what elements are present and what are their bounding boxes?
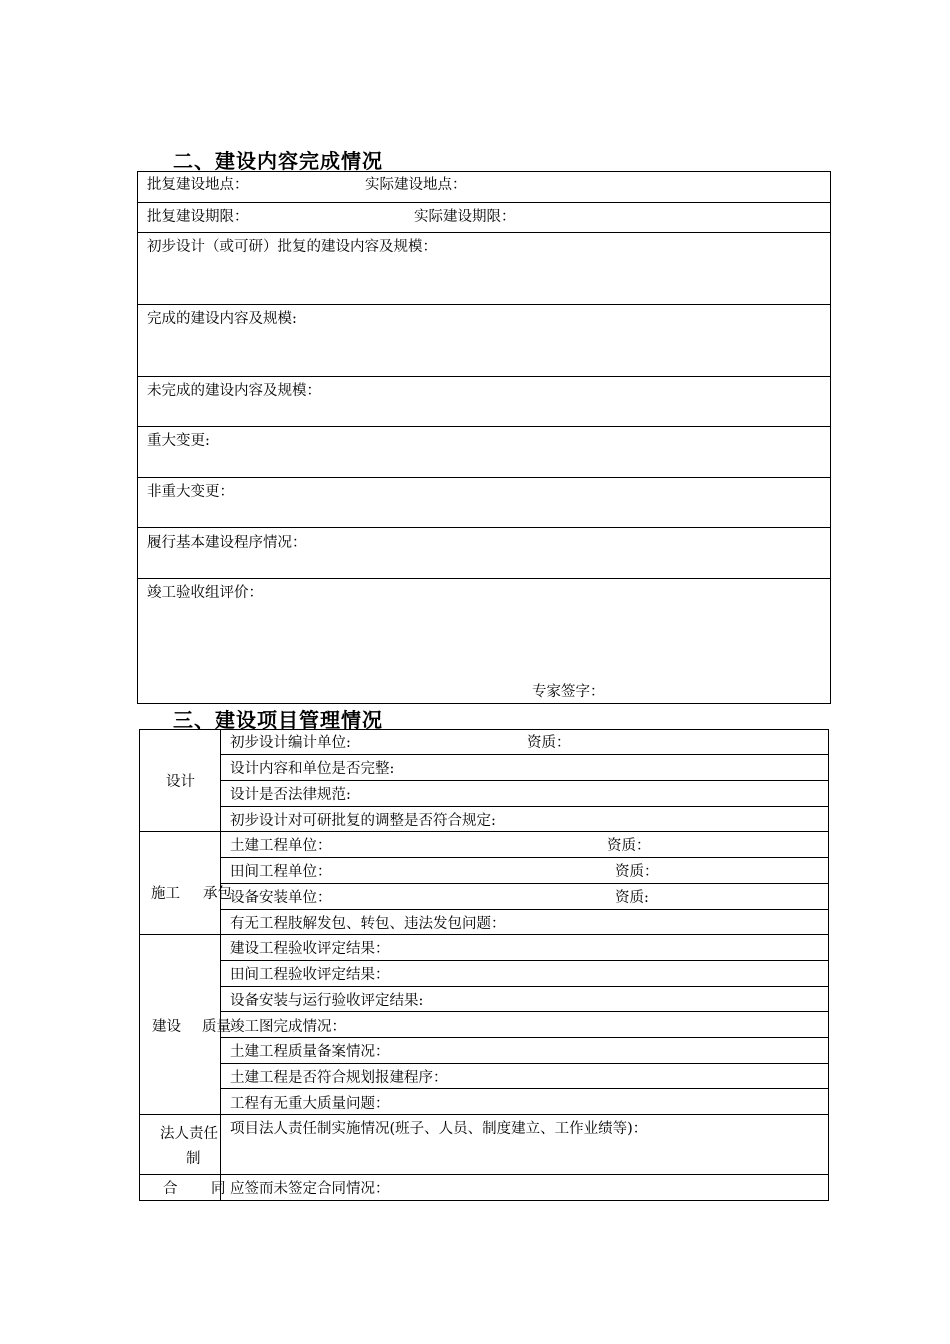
major-change-label: 重大变更:	[147, 433, 210, 449]
quality-row-drawings: 竣工图完成情况：	[230, 1019, 346, 1035]
quality-row-planning: 土建工程是否符合规划报建程序：	[230, 1070, 448, 1086]
preliminary-design-label: 初步设计（或可研）批复的建设内容及规模：	[147, 239, 437, 255]
row-divider	[220, 883, 829, 884]
approved-period-label: 批复建设期限：	[147, 209, 249, 225]
category-quality-a: 建设	[152, 1019, 181, 1035]
divider	[137, 376, 831, 377]
row-divider	[220, 1088, 829, 1089]
quality-row-filing: 土建工程质量备案情况：	[230, 1044, 390, 1060]
procedure-label: 履行基本建设程序情况：	[147, 535, 307, 551]
row-divider	[220, 960, 829, 961]
uncompleted-scope-label: 未完成的建设内容及规模：	[147, 383, 321, 399]
column-divider	[220, 729, 221, 1201]
row-divider	[220, 909, 829, 910]
category-legal-a: 法人责任	[160, 1126, 218, 1142]
actual-period-label: 实际建设期限：	[414, 209, 516, 225]
category-contract-b: 同	[211, 1181, 226, 1197]
row-divider	[220, 1037, 829, 1038]
category-contract-a: 合	[163, 1181, 178, 1197]
row-divider	[220, 806, 829, 807]
divider	[137, 304, 831, 305]
construction-row-field: 田间工程单位：	[230, 864, 332, 880]
design-row-adjustment: 初步设计对可研批复的调整是否符合规定:	[230, 813, 496, 829]
construction-qual-field: 资质：	[615, 864, 659, 880]
category-design: 设计	[166, 774, 195, 790]
category-quality-b: 质量	[202, 1019, 231, 1035]
construction-row-subcontract: 有无工程肢解发包、转包、违法发包问题：	[230, 916, 506, 932]
row-divider	[220, 1011, 829, 1012]
contract-text: 应签而未签定合同情况：	[230, 1181, 390, 1197]
category-legal-b: 制	[186, 1151, 201, 1167]
design-row-complete: 设计内容和单位是否完整:	[230, 761, 395, 777]
minor-change-label: 非重大变更：	[147, 484, 234, 500]
design-row-legal: 设计是否法律规范:	[230, 787, 351, 803]
quality-row-field: 田间工程验收评定结果：	[230, 967, 390, 983]
actual-location-label: 实际建设地点：	[365, 177, 467, 193]
group-divider	[139, 1174, 829, 1175]
approved-location-label: 批复建设地点：	[147, 177, 249, 193]
divider	[137, 202, 831, 203]
construction-row-equipment: 设备安装单位：	[230, 890, 332, 906]
divider	[137, 232, 831, 233]
row-divider	[220, 780, 829, 781]
category-construction-b: 承包	[203, 886, 232, 902]
row-divider	[220, 1063, 829, 1064]
divider	[137, 527, 831, 528]
construction-qual-civil: 资质：	[607, 838, 651, 854]
quality-row-equipment: 设备安装与运行验收评定结果:	[230, 993, 424, 1009]
design-row-unit: 初步设计编计单位:	[230, 735, 351, 751]
row-divider	[220, 986, 829, 987]
evaluation-label: 竣工验收组评价：	[147, 585, 263, 601]
legal-responsibility-text: 项目法人责任制实施情况(班子、人员、制度建立、工作业绩等)：	[230, 1121, 648, 1137]
completed-scope-label: 完成的建设内容及规模:	[147, 311, 297, 327]
quality-row-acceptance: 建设工程验收评定结果：	[230, 941, 390, 957]
section3-title: 三、建设项目管理情况	[173, 708, 383, 732]
group-divider	[139, 1114, 829, 1115]
group-divider	[139, 831, 829, 832]
row-divider	[220, 857, 829, 858]
group-divider	[139, 934, 829, 935]
divider	[137, 477, 831, 478]
section2-title: 二、建设内容完成情况	[173, 149, 383, 173]
divider	[137, 578, 831, 579]
signature-label: 专家签字：	[532, 684, 605, 700]
construction-row-civil: 土建工程单位：	[230, 838, 332, 854]
category-construction-a: 施工	[151, 886, 180, 902]
design-qualification-label: 资质：	[527, 735, 571, 751]
quality-row-major-issues: 工程有无重大质量问题：	[230, 1096, 390, 1112]
construction-qual-equipment: 资质:	[615, 890, 649, 906]
divider	[137, 426, 831, 427]
row-divider	[220, 754, 829, 755]
